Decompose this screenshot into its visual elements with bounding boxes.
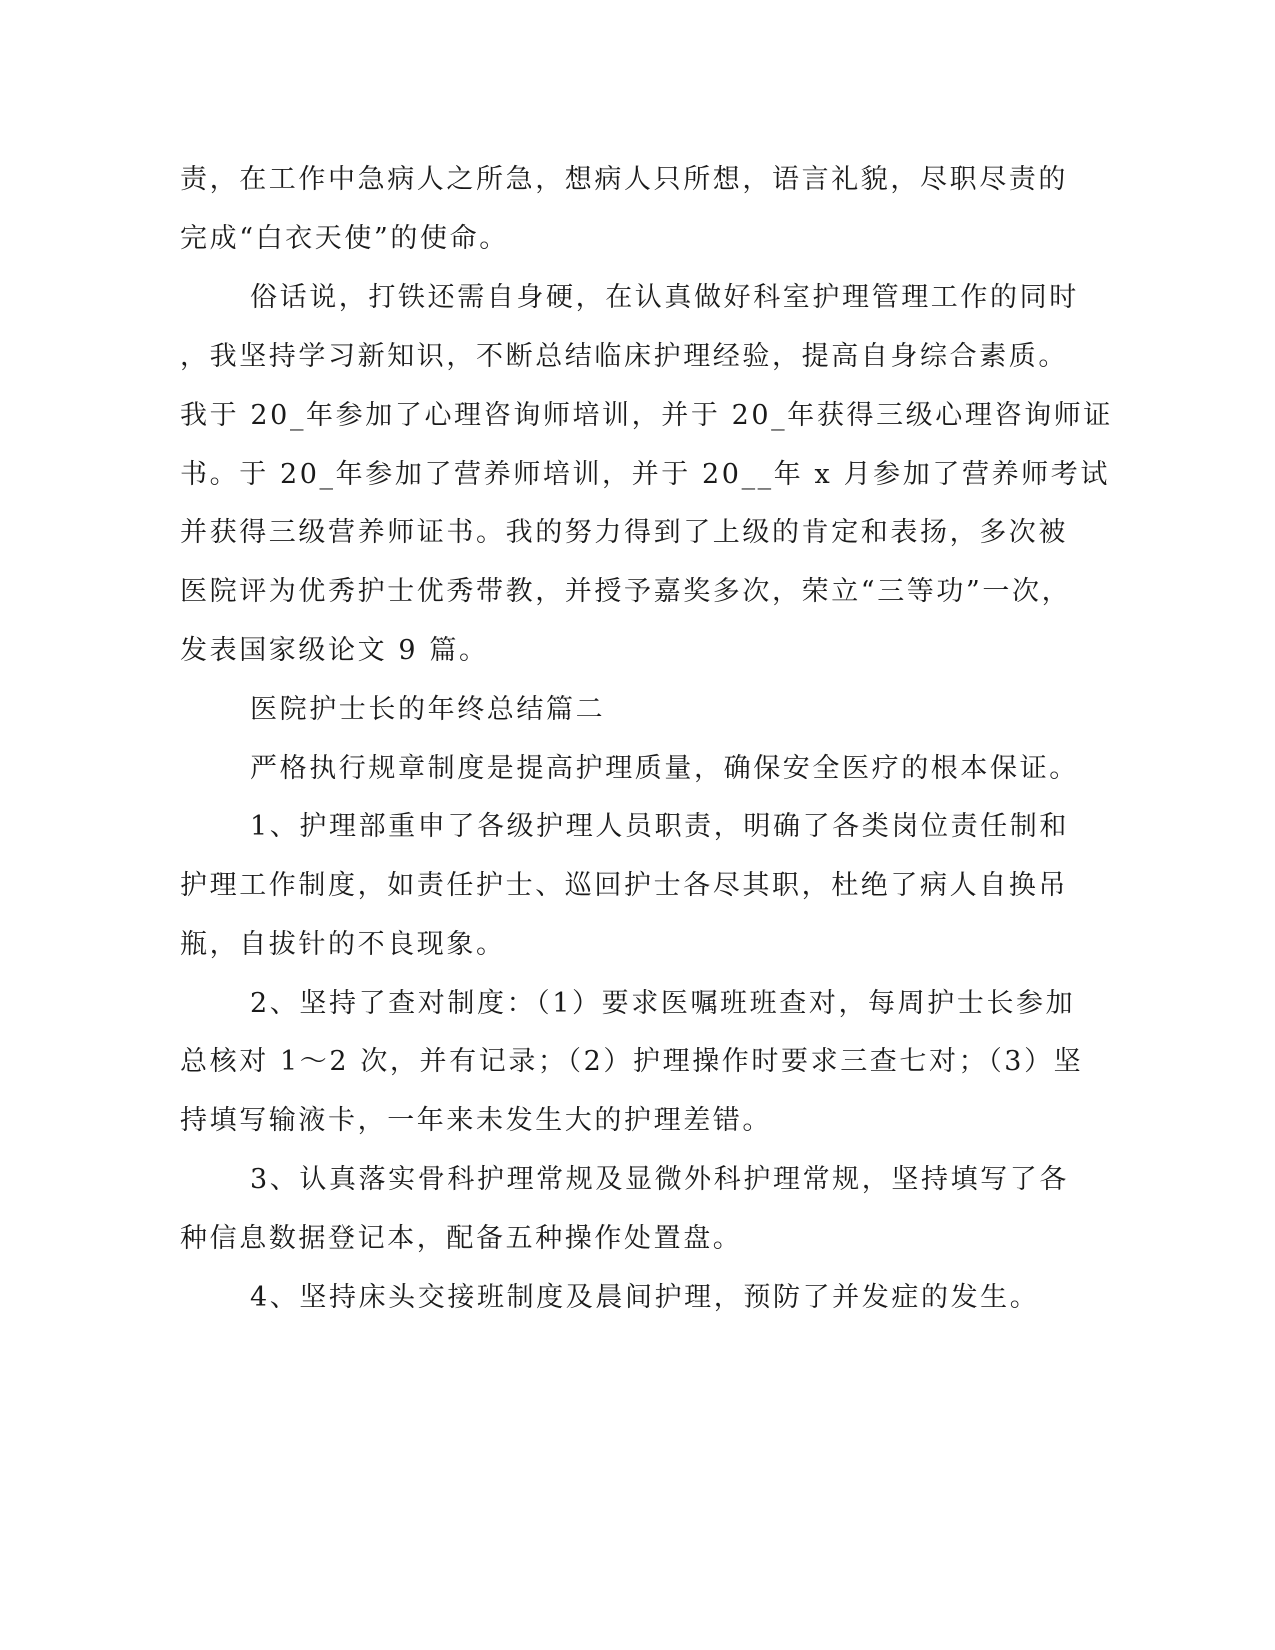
paragraph-start: 俗话说，打铁还需自身硬，在认真做好科室护理管理工作的同时 <box>250 282 1079 313</box>
list-item-start: 3、认真落实骨科护理常规及显微外科护理常规，坚持填写了各 <box>250 1164 1069 1195</box>
text-line: 瓶，自拔针的不良现象。 <box>180 929 506 960</box>
text-line: 护理工作制度，如责任护士、巡回护士各尽其职，杜绝了病人自换吊 <box>180 870 1068 901</box>
list-item-start: 4、坚持床头交接班制度及晨间护理，预防了并发症的发生。 <box>250 1282 1040 1313</box>
list-item-start: 2、坚持了查对制度：（1）要求医嘱班班查对，每周护士长参加 <box>250 988 1076 1019</box>
text-line: 书。于 20_年参加了营养师培训，并于 20__年 x 月参加了营养师考试 <box>180 459 1110 490</box>
text-line: ，我坚持学习新知识，不断总结临床护理经验，提高自身综合素质。 <box>180 341 1068 372</box>
text-line: 发表国家级论文 9 篇。 <box>180 635 489 666</box>
text-line: 总核对 1～2 次，并有记录；（2）护理操作时要求三查七对；（3）坚 <box>180 1046 1084 1077</box>
section-heading: 医院护士长的年终总结篇二 <box>250 694 606 725</box>
list-item-start: 1、护理部重申了各级护理人员职责，明确了各类岗位责任制和 <box>250 811 1069 842</box>
text-line: 并获得三级营养师证书。我的努力得到了上级的肯定和表扬，多次被 <box>180 517 1068 548</box>
text-line: 持填写输液卡，一年来未发生大的护理差错。 <box>180 1105 772 1136</box>
text-line: 我于 20_年参加了心理咨询师培训，并于 20_年获得三级心理咨询师证 <box>180 400 1113 431</box>
text-line: 责，在工作中急病人之所急，想病人只所想，语言礼貌，尽职尽责的 <box>180 164 1068 195</box>
text-line: 种信息数据登记本，配备五种操作处置盘。 <box>180 1223 743 1254</box>
paragraph-start: 严格执行规章制度是提高护理质量，确保安全医疗的根本保证。 <box>250 753 1079 784</box>
text-line: 医院评为优秀护士优秀带教，并授予嘉奖多次，荣立“三等功”一次， <box>180 576 1072 607</box>
text-line: 完成“白衣天使”的使命。 <box>180 223 509 254</box>
